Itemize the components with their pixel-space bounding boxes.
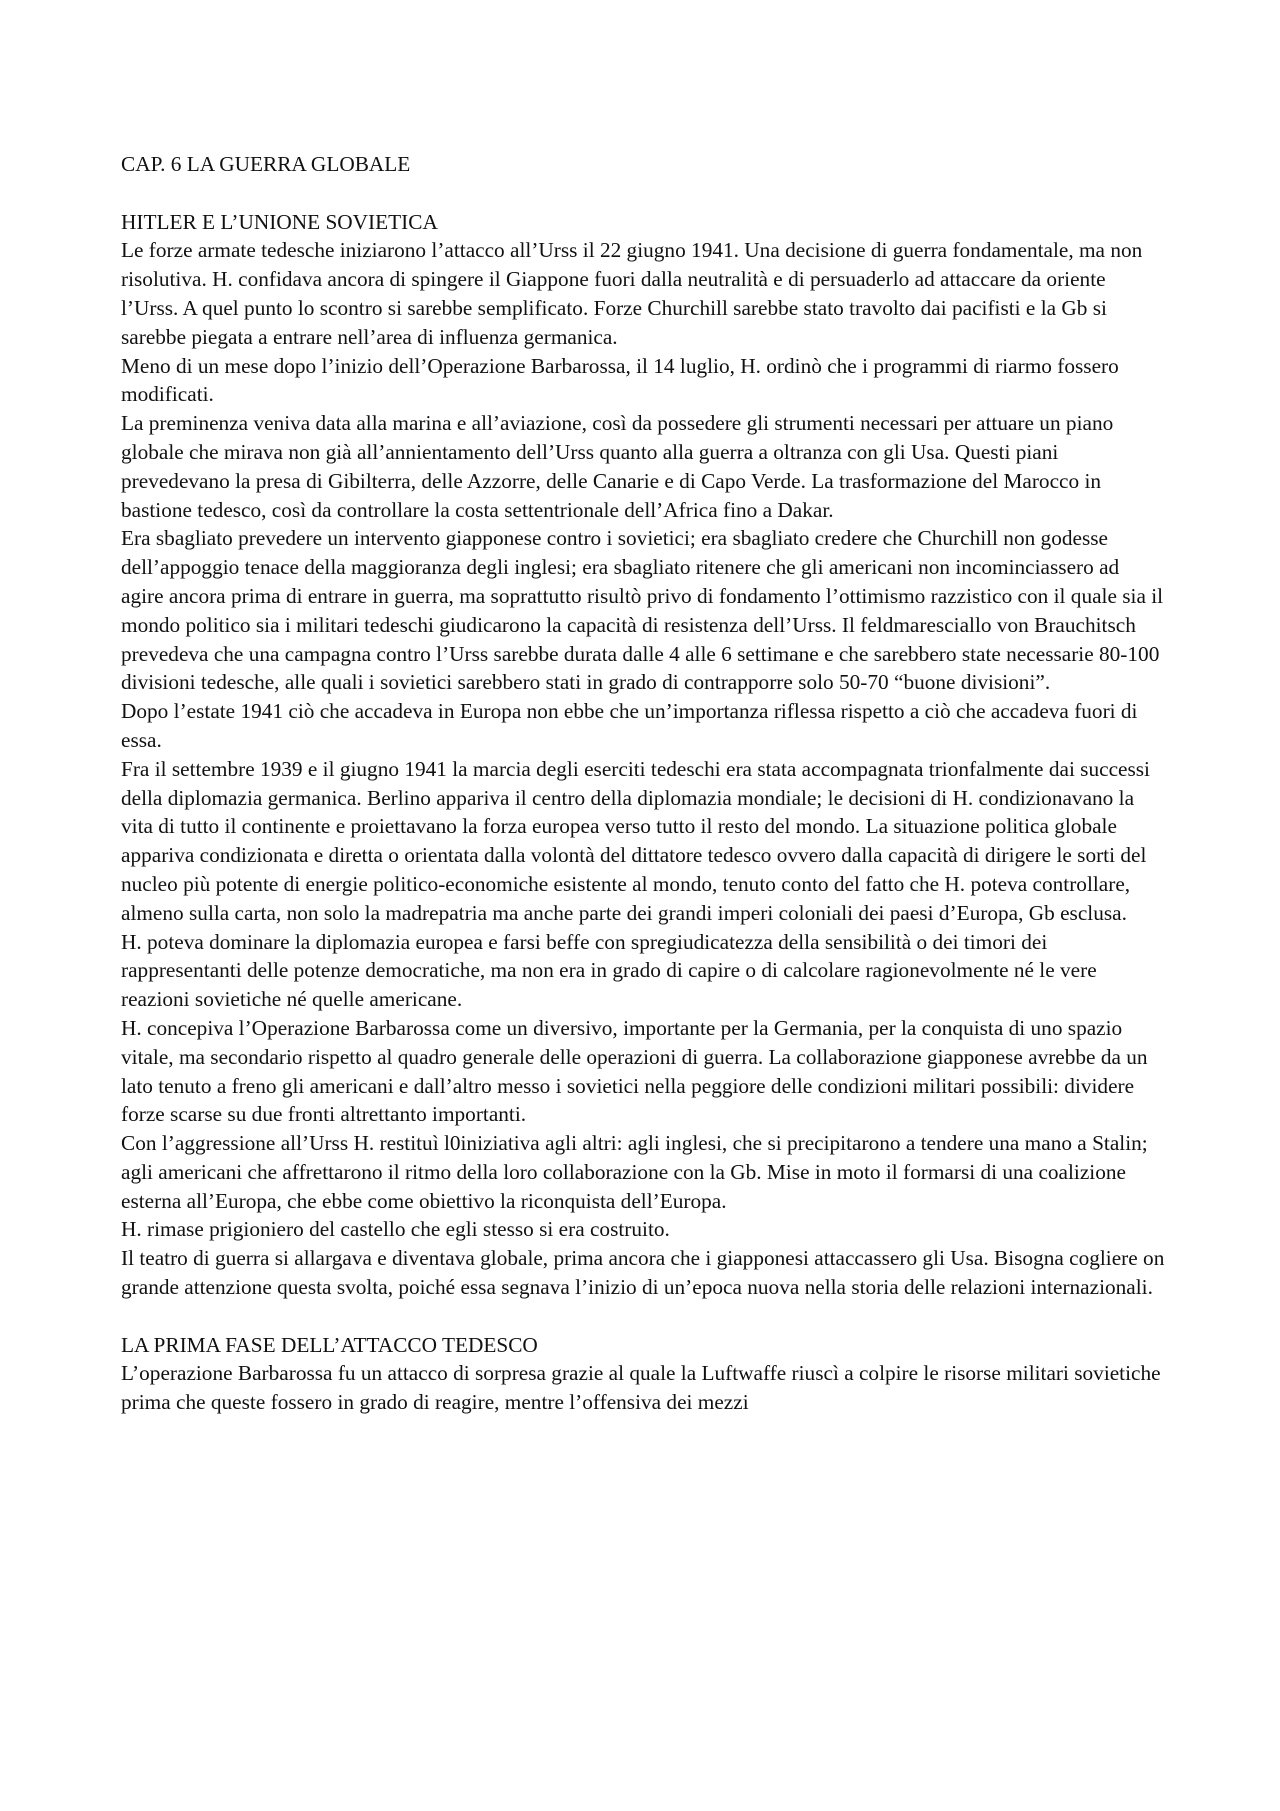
- paragraph: H. poteva dominare la diplomazia europea e farsi beffe con spregiudicatezza della sensibilità o dei timori dei rappresentanti delle potenze democratiche, ma non era in grado di capire o di calcolare ragionevolmente né le vere reazioni sovietiche né quelle americane.: [121, 929, 1097, 1012]
- blank-line: [121, 1302, 1166, 1331]
- paragraph: Le forze armate tedesche iniziarono l’attacco all’Urss il 22 giugno 1941. Una decisione di guerra fondamentale, ma non risolutiva. H. confidava ancora di spingere il Giappone fuori dalla neutralità e di persuaderlo ad attaccare da oriente l’Urss. A quel punto lo scontro si sarebbe semplificato. Forze Churchill sarebbe stato travolto dai pacifisti e la Gb si sarebbe piegata a entrare nell’area di influenza germanica.: [121, 238, 1143, 349]
- paragraph: Meno di un mese dopo l’inizio dell’Operazione Barbarossa, il 14 luglio, H. ordinò che i programmi di riarmo fossero modificati.: [121, 353, 1119, 407]
- paragraph: Il teatro di guerra si allargava e diventava globale, prima ancora che i giapponesi attaccassero gli Usa. Bisogna cogliere on grande attenzione questa svolta, poiché essa segnava l’inizio di un’epoca nuova nella storia delle relazioni internazionali.: [121, 1246, 1165, 1300]
- section-heading: LA PRIMA FASE DELL’ATTACCO TEDESCO: [121, 1332, 538, 1357]
- paragraph: Era sbagliato prevedere un intervento giapponese contro i sovietici; era sbagliato credere che Churchill non godesse dell’appoggio tenace della maggioranza degli inglesi; era sbagliato ritenere che gli americani non incominciassero ad agire ancora prima di entrare in guerra, ma soprattutto risultò privo di fondamento l’ottimismo razzistico con il quale sia il mondo politico sia i militari tedeschi giudicarono la capacità di resistenza dell’Urss. Il feldmaresciallo von Brauchitsch prevedeva che una campagna contro l’Urss sarebbe durata dalle 4 alle 6 settimane e che sarebbero state necessarie 80-100 divisioni tedesche, alle quali i sovietici sarebbero stati in grado di contrapporre solo 50-70 “buone divisioni”.: [121, 526, 1164, 695]
- blank-line: [121, 179, 1166, 208]
- paragraph: Con l’aggressione all’Urss H. restituì l0iniziativa agli altri: agli inglesi, che si precipitarono a tendere una mano a Stalin; agli americani che affrettarono il ritmo della loro collaborazione con la Gb. Mise in moto il formarsi di una coalizione esterna all’Europa, che ebbe come obiettivo la riconquista dell’Europa.: [121, 1131, 1148, 1213]
- paragraph: H. rimase prigioniero del castello che egli stesso si era costruito.: [121, 1217, 670, 1242]
- document-page: [121, 150, 1166, 1417]
- paragraph: La preminenza veniva data alla marina e all’aviazione, così da possedere gli strumenti necessari per attuare un piano globale che mirava non già all’annientamento dell’Urss quanto alla guerra a oltranza con gli Usa. Questi piani prevedevano la presa di Gibilterra, delle Azzorre, delle Canarie e di Capo Verde. La trasformazione del Marocco in bastione tedesco, così da controllare la costa settentrionale dell’Africa fino a Dakar.: [121, 411, 1114, 522]
- section-heading: HITLER E L’UNIONE SOVIETICA: [121, 209, 438, 234]
- paragraph: Fra il settembre 1939 e il giugno 1941 la marcia degli eserciti tedeschi era stata accompagnata trionfalmente dai successi della diplomazia germanica. Berlino appariva il centro della diplomazia mondiale; le decisioni di H. condizionavano la vita di tutto il continente e proiettavano la forza europea verso tutto il resto del mondo. La situazione politica globale appariva condizionata e diretta o orientata dalla volontà del dittatore tedesco ovvero dalla capacità di dirigere le sorti del nucleo più potente di energie politico-economiche esistente al mondo, tenuto conto del fatto che H. poteva controllare, almeno sulla carta, non solo la madrepatria ma anche parte dei grandi imperi coloniali dei paesi d’Europa, Gb esclusa.: [121, 756, 1150, 925]
- paragraph: H. concepiva l’Operazione Barbarossa come un diversivo, importante per la Germania, per la conquista di uno spazio vitale, ma secondario rispetto al quadro generale delle operazioni di guerra. La collaborazione giapponese avrebbe da un lato tenuto a freno gli americani e dall’altro messo i sovietici nella peggiore delle condizioni militari possibili: dividere forze scarse su due fronti altrettanto importanti.: [121, 1015, 1148, 1127]
- paragraph: Dopo l’estate 1941 ciò che accadeva in Europa non ebbe che un’importanza riflessa rispetto a ciò che accadeva fuori di essa.: [121, 699, 1138, 752]
- chapter-title: CAP. 6 LA GUERRA GLOBALE: [121, 152, 411, 176]
- paragraph: L’operazione Barbarossa fu un attacco di sorpresa grazie al quale la Luftwaffe riuscì a colpire le risorse militari sovietiche prima che queste fossero in grado di reagire, mentre l’offensiva dei mezzi: [121, 1361, 1161, 1415]
